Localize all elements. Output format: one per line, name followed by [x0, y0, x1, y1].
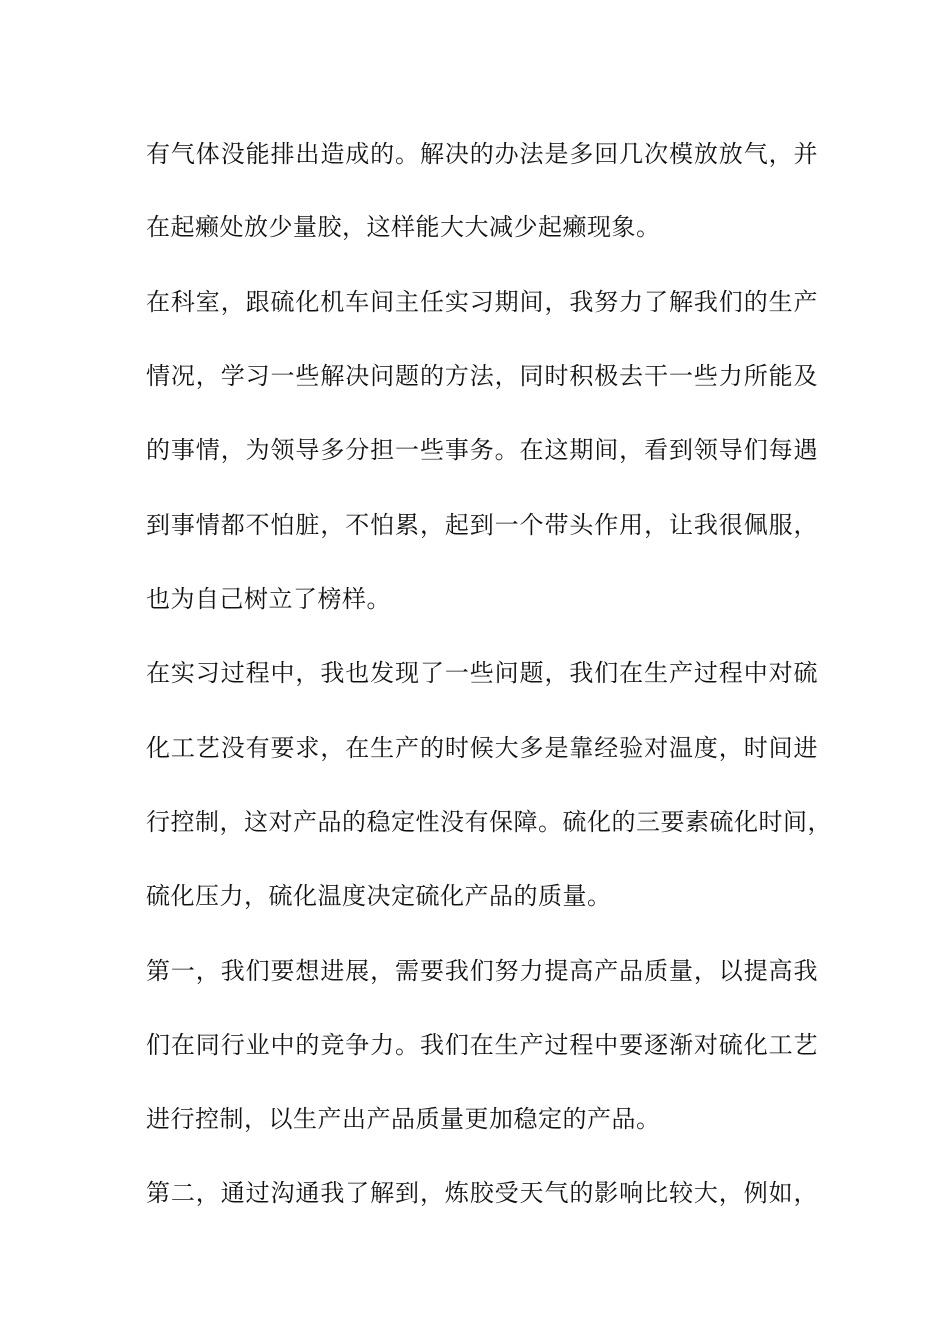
text-line: 第一，我们要想进展，需要我们努力提高产品质量，以提高我: [146, 957, 818, 985]
text-line: 第二，通过沟通我了解到，炼胶受天气的影响比较大，例如，: [146, 1179, 818, 1207]
text-line: 的事情，为领导多分担一些事务。在这期间，看到领导们每遇: [146, 436, 818, 464]
text-line: 有气体没能排出造成的。解决的办法是多回几次模放放气，并: [146, 140, 818, 168]
text-line: 们在同行业中的竞争力。我们在生产过程中要逐渐对硫化工艺: [146, 1031, 818, 1059]
text-line: 在科室，跟硫化机车间主任实习期间，我努力了解我们的生产: [146, 288, 818, 316]
text-line: 情况，学习一些解决问题的方法，同时积极去干一些力所能及: [146, 362, 818, 390]
text-line: 行控制，这对产品的稳定性没有保障。硫化的三要素硫化时间，: [146, 808, 832, 836]
text-line: 硫化压力，硫化温度决定硫化产品的质量。: [146, 882, 612, 910]
text-line: 在实习过程中，我也发现了一些问题，我们在生产过程中对硫: [146, 659, 818, 687]
text-line: 进行控制，以生产出产品质量更加稳定的产品。: [146, 1105, 661, 1133]
text-line: 化工艺没有要求，在生产的时候大多是靠经验对温度，时间进: [146, 734, 818, 762]
text-line: 在起癞处放少量胶，这样能大大减少起癞现象。: [146, 213, 661, 241]
text-line: 到事情都不怕脏，不怕累，起到一个带头作用，让我很佩服，: [146, 511, 818, 539]
text-line: 也为自己树立了榜样。: [146, 585, 391, 613]
